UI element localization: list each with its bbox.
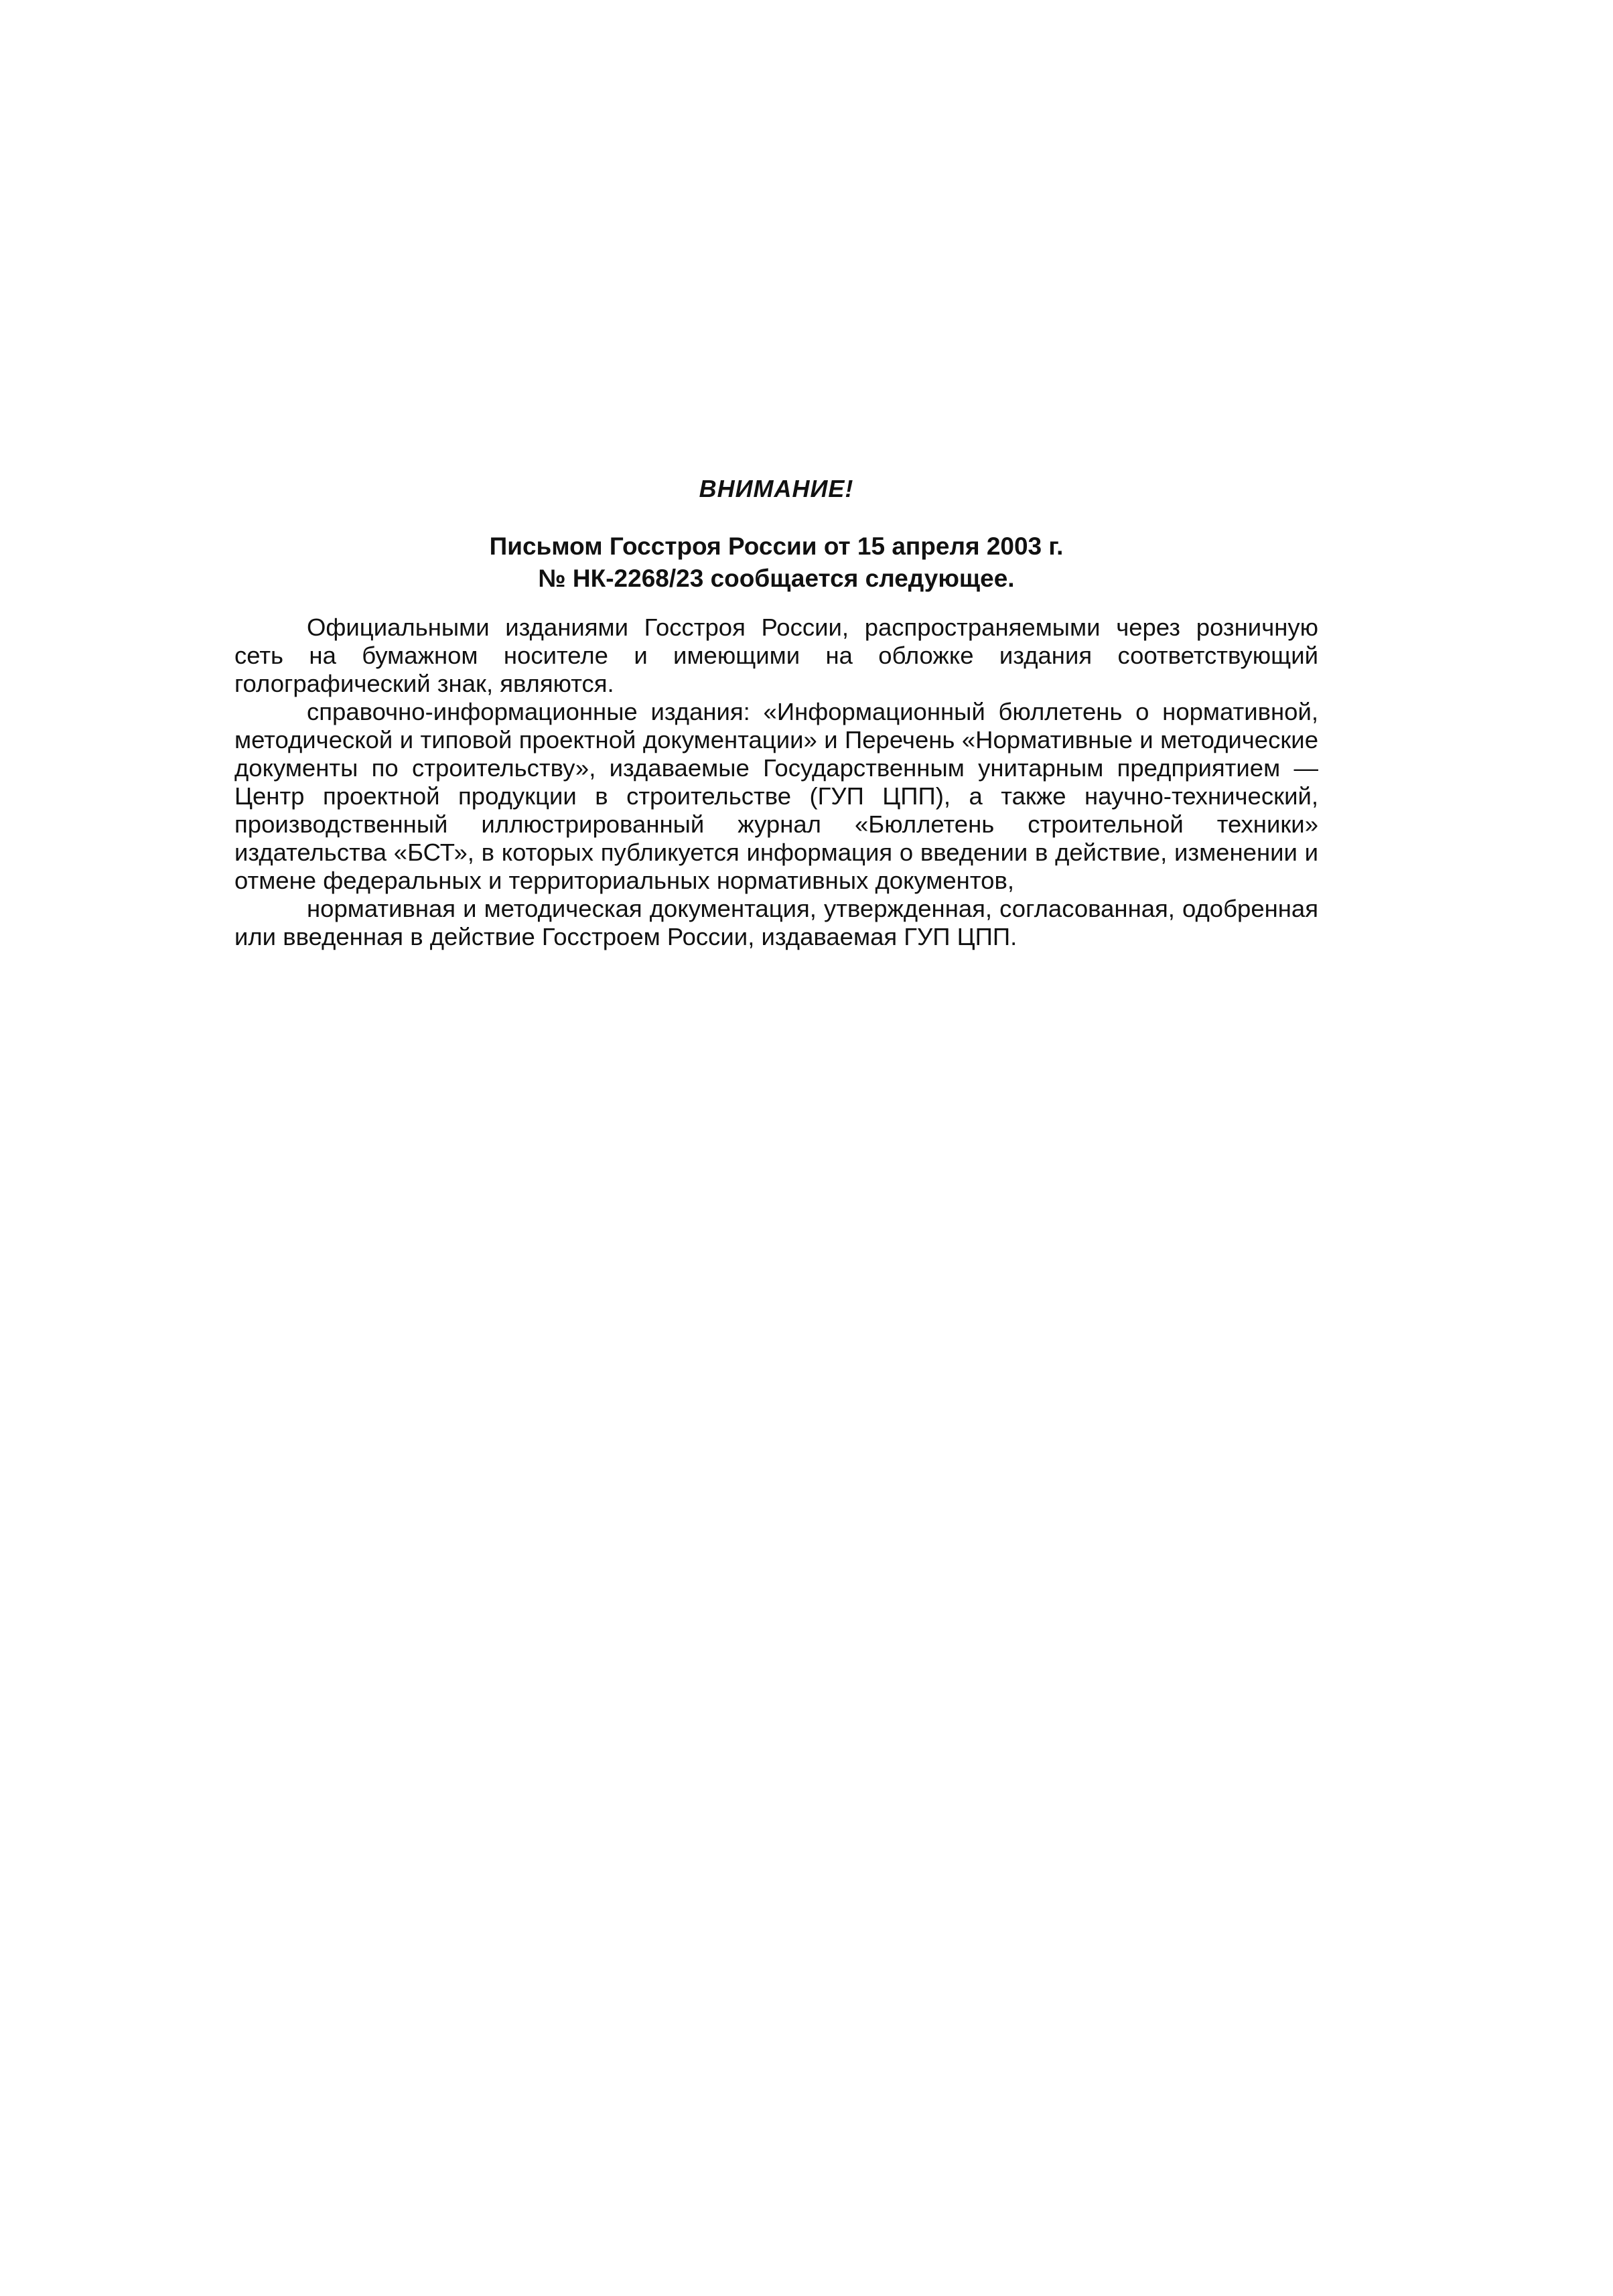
paragraph-normative-documentation: нормативная и методическая документация, утвержденная, согласованная, одобренная или введенная в действие Госстроем России, издаваемая ГУП ЦПП.: [234, 895, 1318, 950]
subheading-line-2: № НК-2268/23 сообщается следующее.: [538, 565, 1015, 592]
notice-heading: ВНИМАНИЕ!: [699, 475, 854, 502]
subheading-line-1: Письмом Госстроя России от 15 апреля 2003 г.: [489, 532, 1064, 560]
notice-block: [234, 474, 1318, 951]
notice-body: [234, 614, 1318, 951]
notice-subheading: [234, 530, 1318, 595]
paragraph-reference-editions: справочно-информационные издания: «Информационный бюллетень о нормативной, методической и типовой проектной документации» и Перечень «Нормативные и методические документы по строительству», издаваемые Государственным унитарным предприятием — Центр проектной продукции в строительстве (ГУП ЦПП), а также научно-технический, производственный иллюстрированный журнал «Бюллетень строительной техники» издательства «БСТ», в которых публикуется информация о введении в действие, изменении и отмене федеральных и территориальных нормативных документов,: [234, 698, 1318, 894]
paragraph-official-editions: Официальными изданиями Госстроя России, распространяемыми через розничную сеть на бумажном носителе и имеющими на обложке издания соответствующий голографический знак, являются.: [234, 614, 1318, 697]
